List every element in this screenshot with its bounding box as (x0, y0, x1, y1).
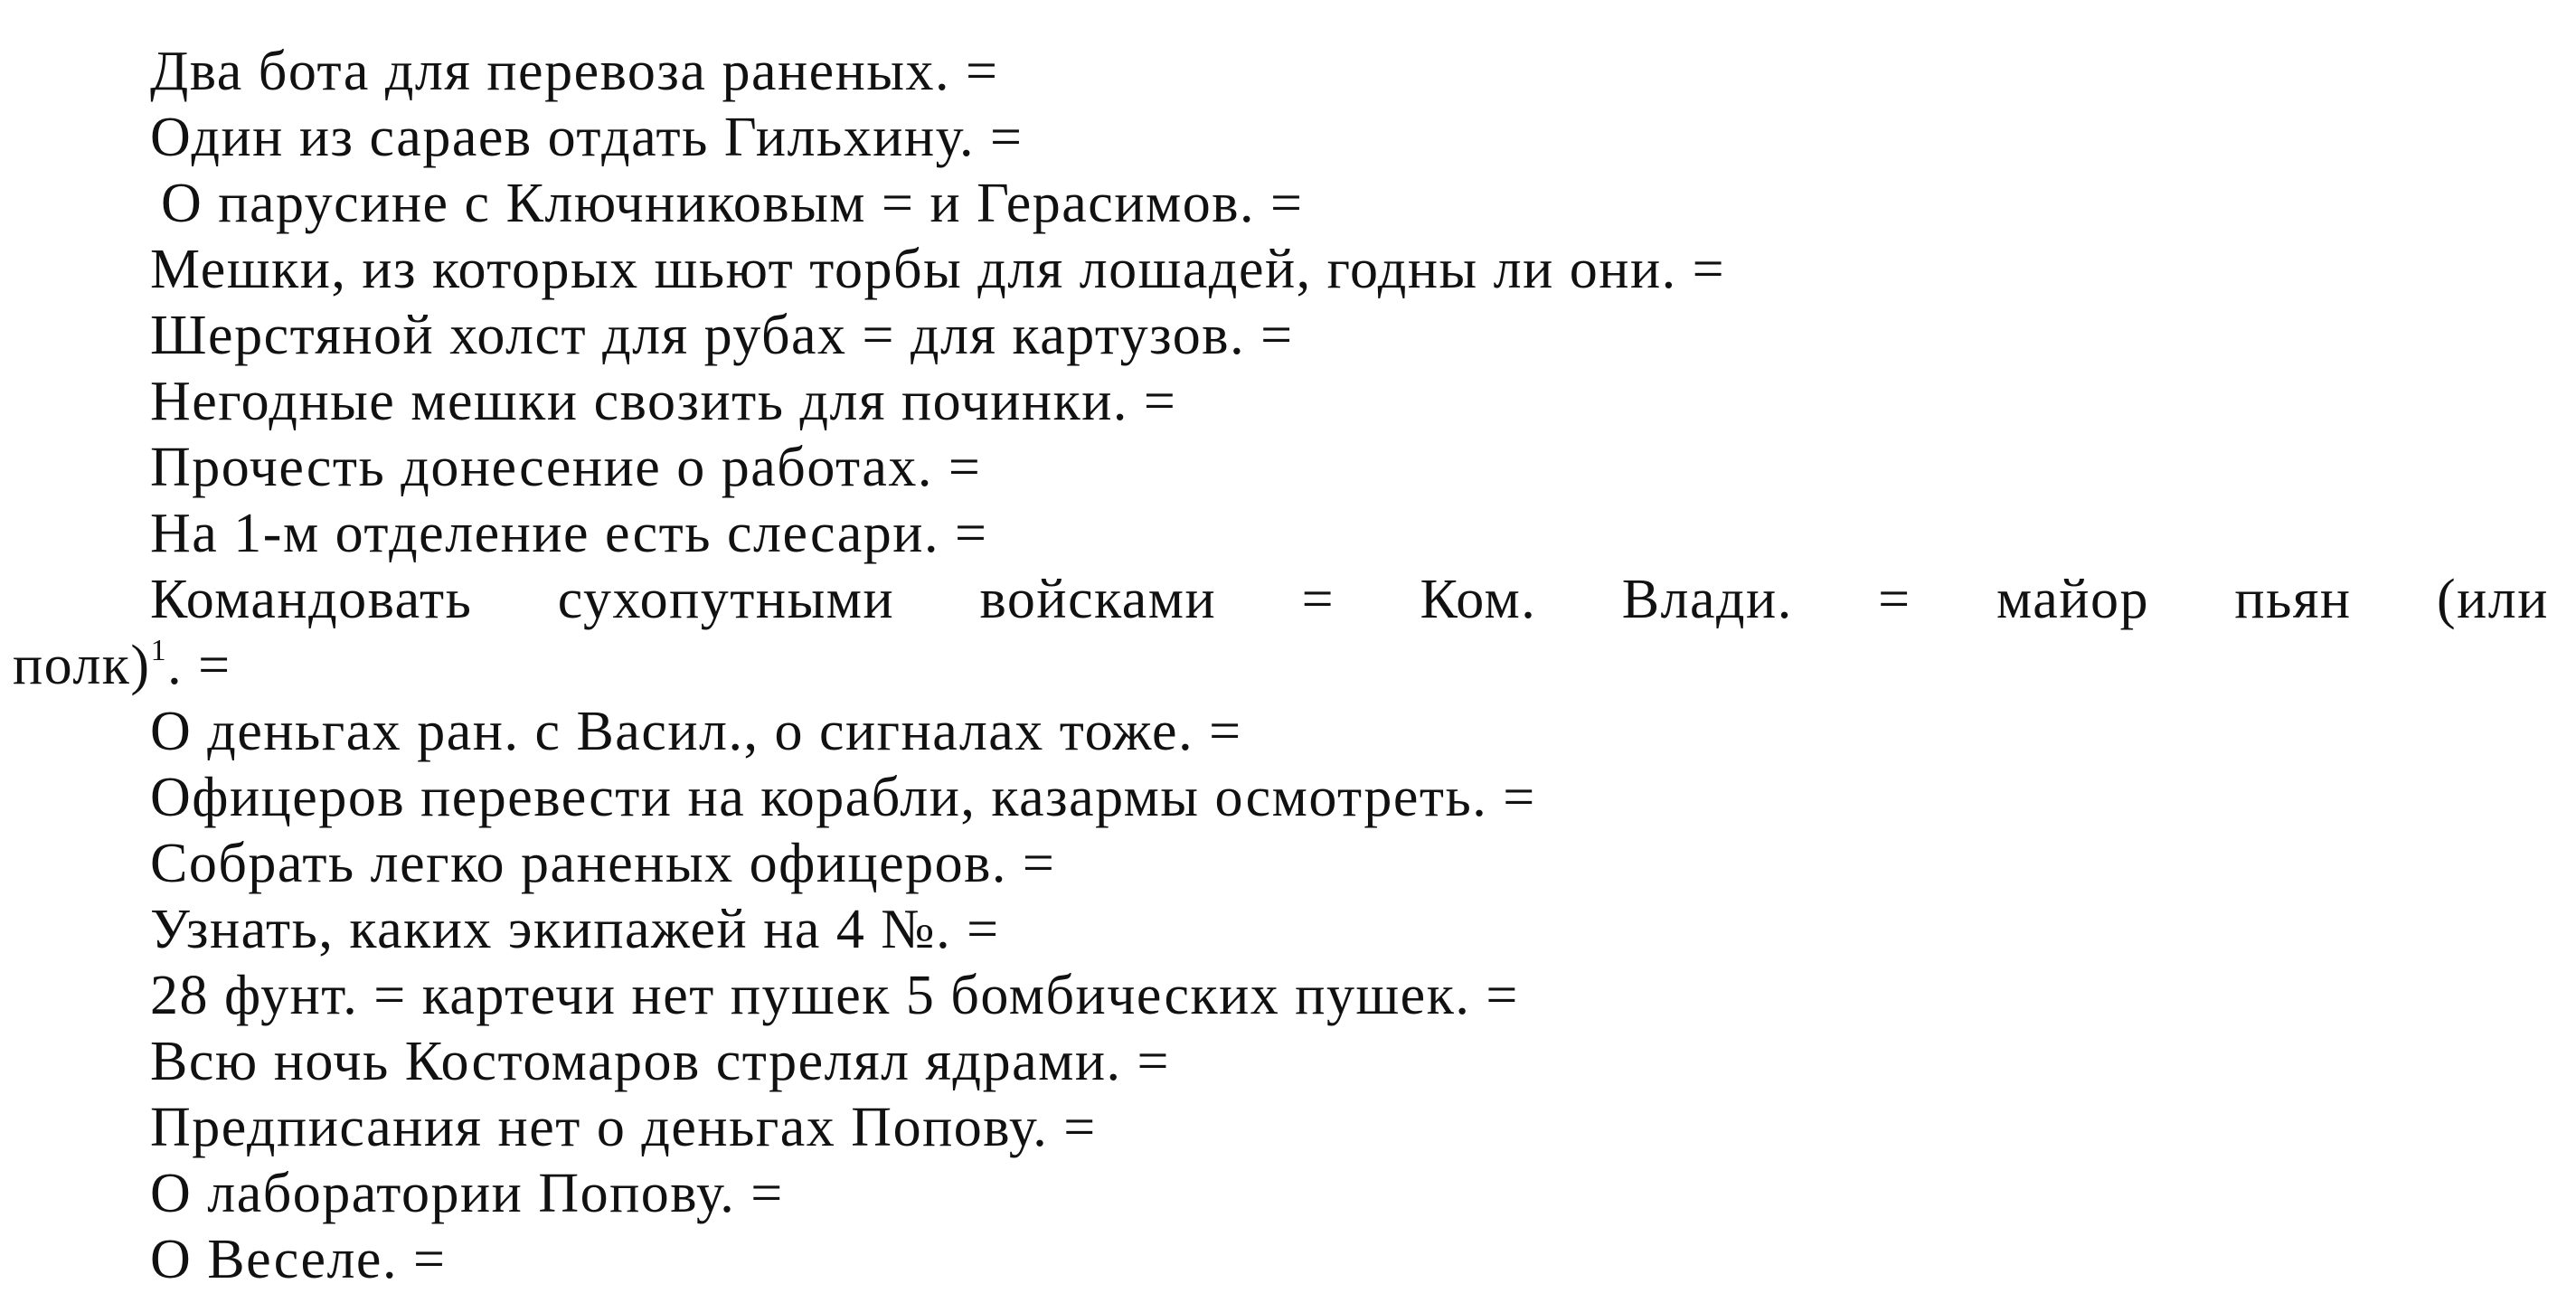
text-line-4: Мешки, из которых шьют торбы для лошадей, годны ли они. = (150, 239, 1726, 300)
text-line-14: Узнать, каких экипажей на 4 №. = (150, 899, 1000, 960)
footnote-marker: 1 (150, 634, 168, 667)
justified-word: войсками (979, 569, 1217, 630)
text-line-15: 28 фунт. = картечи нет пушек 5 бомбических пушек. = (150, 965, 1519, 1026)
text-line-11: О деньгах ран. с Васил., о сигналах тоже. = (150, 701, 1242, 762)
text-line-13: Собрать легко раненых офицеров. = (150, 833, 1056, 894)
justified-word: = (1878, 569, 1911, 630)
text-line-10 (0, 633, 2576, 699)
text-line-5: Шерстяной холст для рубах = для картузов. = (150, 305, 1294, 366)
text-line-2: Один из сараев отдать Гильхину. = (150, 107, 1024, 168)
justified-word: Командовать (150, 569, 473, 630)
justified-word: Ком. (1420, 569, 1537, 630)
justified-word: пьян (2234, 569, 2352, 630)
text-line-1: Два бота для перевоза раненых. = (150, 41, 999, 102)
justified-word: (или (2436, 569, 2549, 630)
text-line-16: Всю ночь Костомаров стрелял ядрами. = (150, 1031, 1170, 1092)
line-text: полк) (13, 635, 151, 696)
justified-word: = (1301, 569, 1335, 630)
text-line-19: О Веселе. = (150, 1229, 447, 1290)
justified-word: майор (1996, 569, 2149, 630)
justified-word: Влади. (1621, 569, 1793, 630)
text-line-17: Предписания нет о деньгах Попову. = (150, 1097, 1097, 1158)
text-line-12: Офицеров перевести на корабли, казармы осмотреть. = (150, 767, 1536, 828)
text-line-9 (0, 567, 2576, 633)
text-line-18: О лаборатории Попову. = (150, 1163, 784, 1224)
text-line-8: На 1-м отделение есть слесари. = (150, 503, 988, 564)
line-tail: . = (167, 635, 231, 696)
text-line-3: О парусине с Ключниковым = и Герасимов. = (161, 173, 1304, 234)
justified-word: сухопутными (557, 569, 895, 630)
text-line-6: Негодные мешки свозить для починки. = (150, 371, 1177, 432)
text-line-7: Прочесть донесение о работах. = (150, 437, 982, 498)
